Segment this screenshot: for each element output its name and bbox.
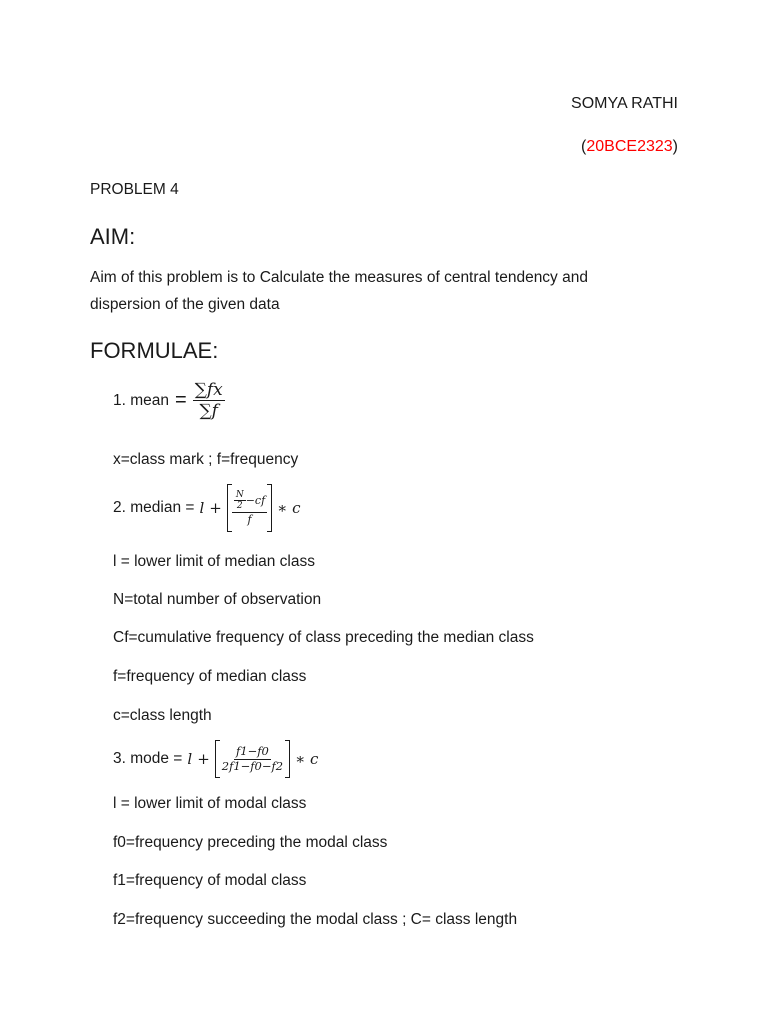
median-inner-denominator: f <box>247 513 252 527</box>
median-note-1: l = lower limit of median class <box>113 553 315 570</box>
mode-numerator: f1−f0 <box>236 743 269 758</box>
mode-denominator: 2f1−f0−f2 <box>221 758 284 773</box>
median-right-bracket <box>267 484 272 532</box>
median-note-4: f=frequency of median class <box>113 668 307 685</box>
mean-denominator: ∑f <box>199 401 218 422</box>
mode-note-4: f2=frequency succeeding the modal class ; C= class length <box>113 911 518 928</box>
median-label: 2. median = <box>113 499 195 516</box>
median-note-2: N=total number of observation <box>113 591 322 608</box>
formulae-heading: FORMULAE: <box>90 338 219 363</box>
mean-equals: = <box>175 389 187 412</box>
mean-label: 1. mean <box>113 391 170 409</box>
roll-open-paren: ( <box>581 138 587 155</box>
aim-heading: AIM: <box>90 224 136 249</box>
median-inner-fraction <box>232 490 267 527</box>
median-l: l <box>199 499 205 517</box>
mode-fraction <box>220 745 285 774</box>
aim-text-line-2: dispersion of the given data <box>90 296 280 313</box>
mean-formula <box>113 380 225 422</box>
aim-text-line-1: Aim of this problem is to Calculate the measures of central tendency and <box>90 269 588 286</box>
median-note-3: Cf=cumulative frequency of class preceding the median class <box>113 629 534 646</box>
mode-plus: + <box>197 750 210 768</box>
problem-label: PROBLEM 4 <box>90 181 179 198</box>
mean-numerator: ∑fx <box>194 380 223 400</box>
mode-times-c: ∗ c <box>295 750 319 768</box>
median-two: 2 <box>236 501 243 512</box>
mode-note-2: f0=frequency preceding the modal class <box>113 834 388 851</box>
mode-note-3: f1=frequency of modal class <box>113 872 307 889</box>
mode-right-bracket <box>285 740 290 778</box>
mode-l: l <box>187 750 193 768</box>
roll-number-line <box>581 138 678 156</box>
mode-label: 3. mode = <box>113 750 183 767</box>
roll-close-paren: ) <box>672 138 678 155</box>
median-times-c: ∗ c <box>277 499 301 517</box>
median-plus: + <box>209 499 222 517</box>
mean-fraction <box>193 380 225 422</box>
author-name: SOMYA RATHI <box>571 95 678 112</box>
mode-formula <box>113 740 318 778</box>
median-n-over-2 <box>234 490 246 513</box>
median-formula <box>113 484 301 532</box>
mean-note: x=class mark ; f=frequency <box>113 451 299 468</box>
mode-note-1: l = lower limit of modal class <box>113 795 307 812</box>
median-minus-cf: −cf <box>245 494 266 508</box>
roll-number: 20BCE2323 <box>586 138 673 155</box>
median-n: N <box>235 489 244 500</box>
median-inner-numerator <box>232 490 267 514</box>
median-note-5: c=class length <box>113 707 212 724</box>
